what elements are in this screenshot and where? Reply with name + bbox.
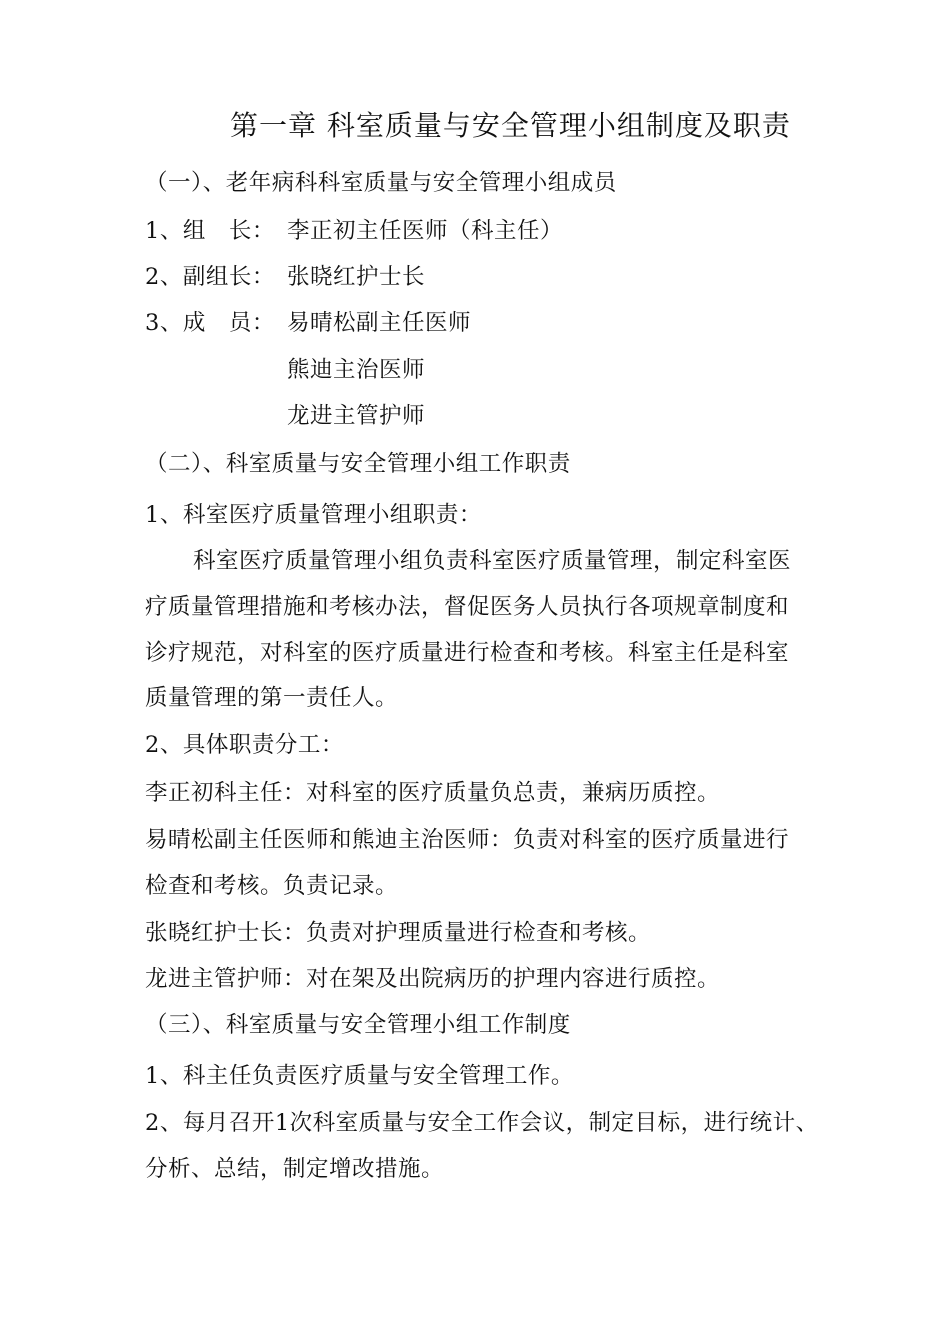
rule-line: 2、每月召开1次科室质量与安全工作会议，制定目标，进行统计、 [145,1110,819,1136]
member-name-1: 易晴松副主任医师 [287,310,472,336]
duty-1-para-line: 质量管理的第一责任人。 [145,685,399,711]
duty-2-line: 检查和考核。负责记录。 [145,873,399,899]
member-row-leader [145,216,563,246]
section-1-heading: （一）、老年病科科室质量与安全管理小组成员 [145,170,617,196]
duty-2-line: 易晴松副主任医师和熊迪主治医师：负责对科室的医疗质量进行 [145,827,790,853]
leader-label: 1、组 长： [145,218,275,244]
duty-1-para-line: 诊疗规范，对科室的医疗质量进行检查和考核。科室主任是科室 [145,640,790,666]
member-row-members [145,308,471,338]
member-name-2: 熊迪主治医师 [287,357,426,383]
rule-line: 分析、总结，制定增改措施。 [145,1156,445,1182]
deputy-label: 2、副组长： [145,264,275,290]
member-name-3: 龙进主管护师 [287,403,426,429]
duty-2-line: 龙进主管护师：对在架及出院病历的护理内容进行质控。 [145,966,721,992]
deputy-name: 张晓红护士长 [287,264,426,290]
duty-2-line: 张晓红护士长：负责对护理质量进行检查和考核。 [145,920,652,946]
section-3-heading: （三）、科室质量与安全管理小组工作制度 [145,1012,571,1038]
duty-1-para-line: 科室医疗质量管理小组负责科室医疗质量管理，制定科室医 [193,548,792,574]
duty-1-heading: 1、科室医疗质量管理小组职责： [145,502,482,528]
duty-1-para-line: 疗质量管理措施和考核办法，督促医务人员执行各项规章制度和 [145,594,790,620]
member-label: 3、成 员： [145,310,275,336]
member-row-deputy [145,262,425,292]
section-2-heading: （二）、科室质量与安全管理小组工作职责 [145,451,571,477]
leader-name: 李正初主任医师（科主任） [287,218,564,244]
chapter-title: 第一章 科室质量与安全管理小组制度及职责 [230,109,791,142]
duty-2-line: 李正初科主任：对科室的医疗质量负总责，兼病历质控。 [145,780,721,806]
duty-2-heading: 2、具体职责分工： [145,732,344,758]
rule-line: 1、科主任负责医疗质量与安全管理工作。 [145,1063,574,1089]
